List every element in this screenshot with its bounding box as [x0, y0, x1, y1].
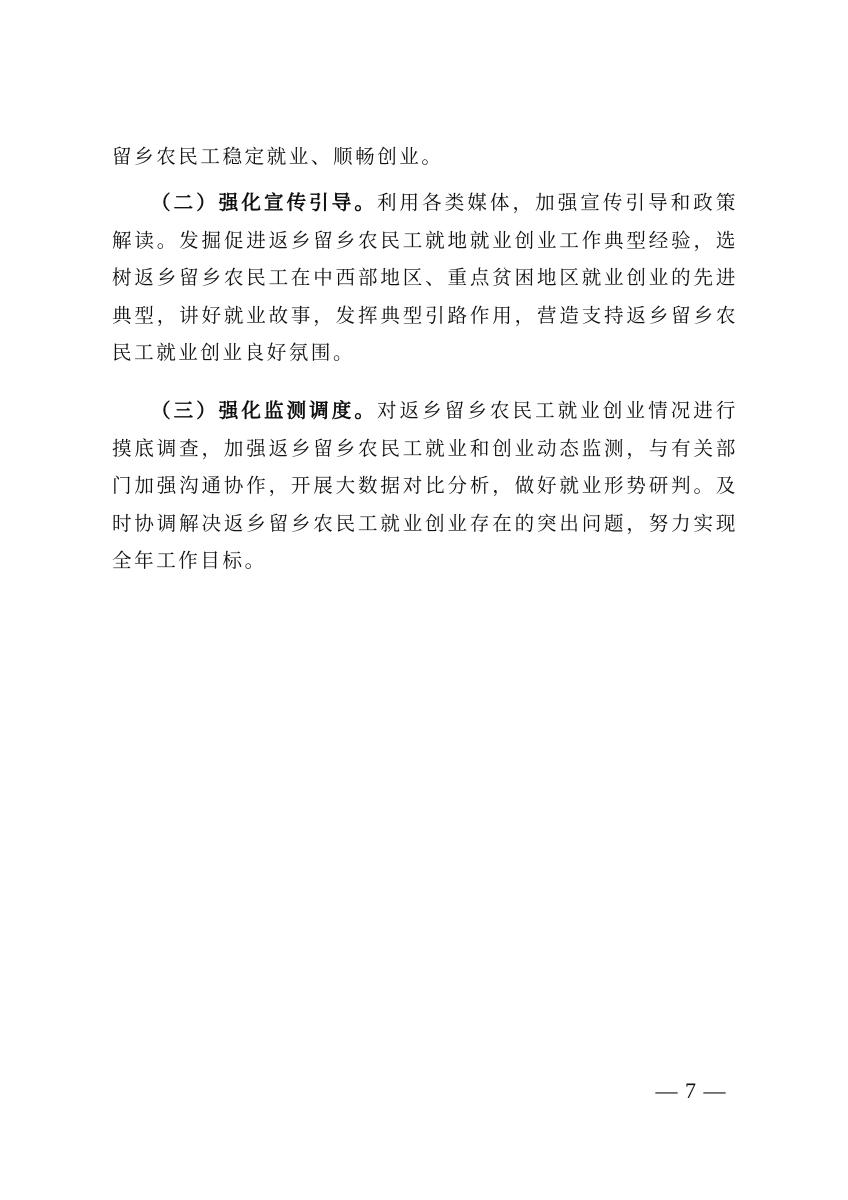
paragraph-continuation [112, 138, 738, 176]
paragraph-text: 利用各类媒体，加强宣传引导和政策解读。发掘促进返乡留乡农民工就地就业创业工作典型经验，选树返乡留乡农民工在中西部地区、重点贫困地区就业创业的先进典型，讲好就业故事，发挥典型引路作用，营造支持返乡留乡农民工就业创业良好氛围。 [112, 191, 738, 364]
paragraph-text: 留乡农民工稳定就业、顺畅创业。 [112, 145, 444, 168]
section-heading-publicity: （二）强化宣传引导。 [151, 191, 377, 214]
section-heading-monitoring: （三）强化监测调度。 [151, 399, 377, 422]
paragraph-publicity [112, 184, 738, 372]
page-number: — 7 — [655, 1078, 727, 1103]
paragraph-monitoring [112, 392, 738, 580]
paragraph-text: 对返乡留乡农民工就业创业情况进行摸底调查，加强返乡留乡农民工就业和创业动态监测，与有关部门加强沟通协作，开展大数据对比分析，做好就业形势研判。及时协调解决返乡留乡农民工就业创业存在的突出问题，努力实现全年工作目标。 [112, 399, 738, 572]
